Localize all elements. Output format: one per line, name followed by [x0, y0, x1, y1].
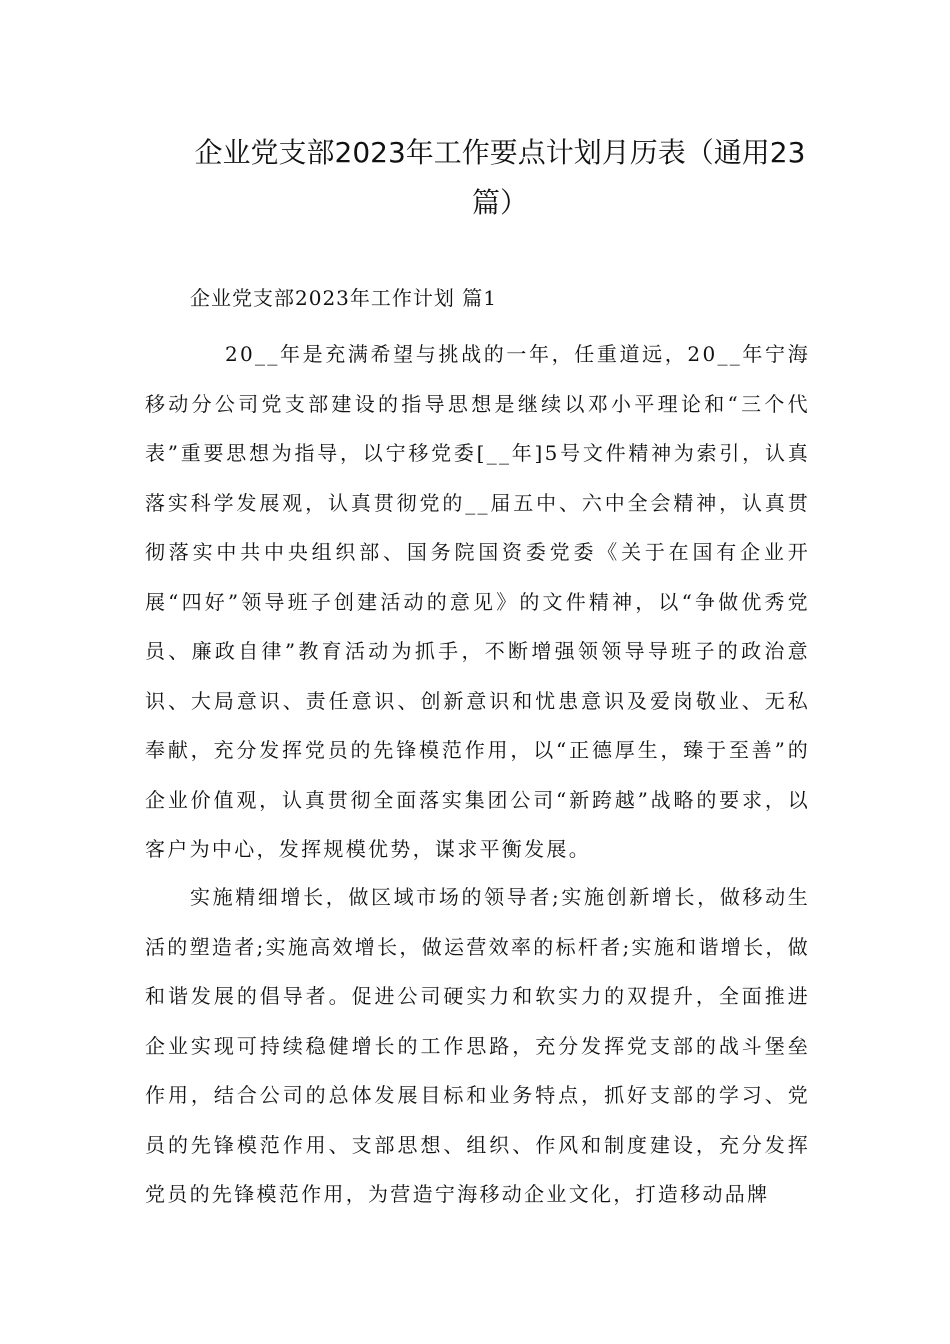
section-heading: 企业党支部2023年工作计划 篇1	[190, 286, 497, 310]
document-title: 企业党支部2023年工作要点计划月历表（通用23篇）	[194, 136, 806, 219]
body-paragraph-2: 实施精细增长，做区域市场的领导者;实施创新增长，做移动生活的塑造者;实施高效增长，做运营效率的标杆者;实施和谐增长，做和谐发展的倡导者。促进公司硬实力和软实力的双提升，全面推进企业实现可持续稳健增长的工作思路，充分发挥党支部的战斗堡垒作用，结合公司的总体发展目标和业务特点，抓好支部的学习、党员的先锋模范作用、支部思想、组织、作风和制度建设，充分发挥党员的先锋模范作用，为营造宁海移动企业文化，打造移动品牌	[145, 885, 810, 1206]
body-paragraph-1: 20__年是充满希望与挑战的一年，任重道远，20__年宁海移动分公司党支部建设的指导思想是继续以邓小平理论和“三个代表”重要思想为指导，以宁移党委[__年]5号文件精神为索引，认真落实科学发展观，认真贯彻党的__届五中、六中全会精神，认真贯彻落实中共中央组织部、国务院国资委党委《关于在国有企业开展“四好”领导班子创建活动的意见》的文件精神，以“争做优秀党员、廉政自律”教育活动为抓手，不断增强领领导导班子的政治意识、大局意识、责任意识、创新意识和忧患意识及爱岗敬业、无私奉献，充分发挥党员的先锋模范作用，以“正德厚生，臻于至善”的企业价值观，认真贯彻全面落实集团公司“新跨越”战略的要求，以客户为中心，发挥规模优势，谋求平衡发展。	[145, 342, 810, 861]
